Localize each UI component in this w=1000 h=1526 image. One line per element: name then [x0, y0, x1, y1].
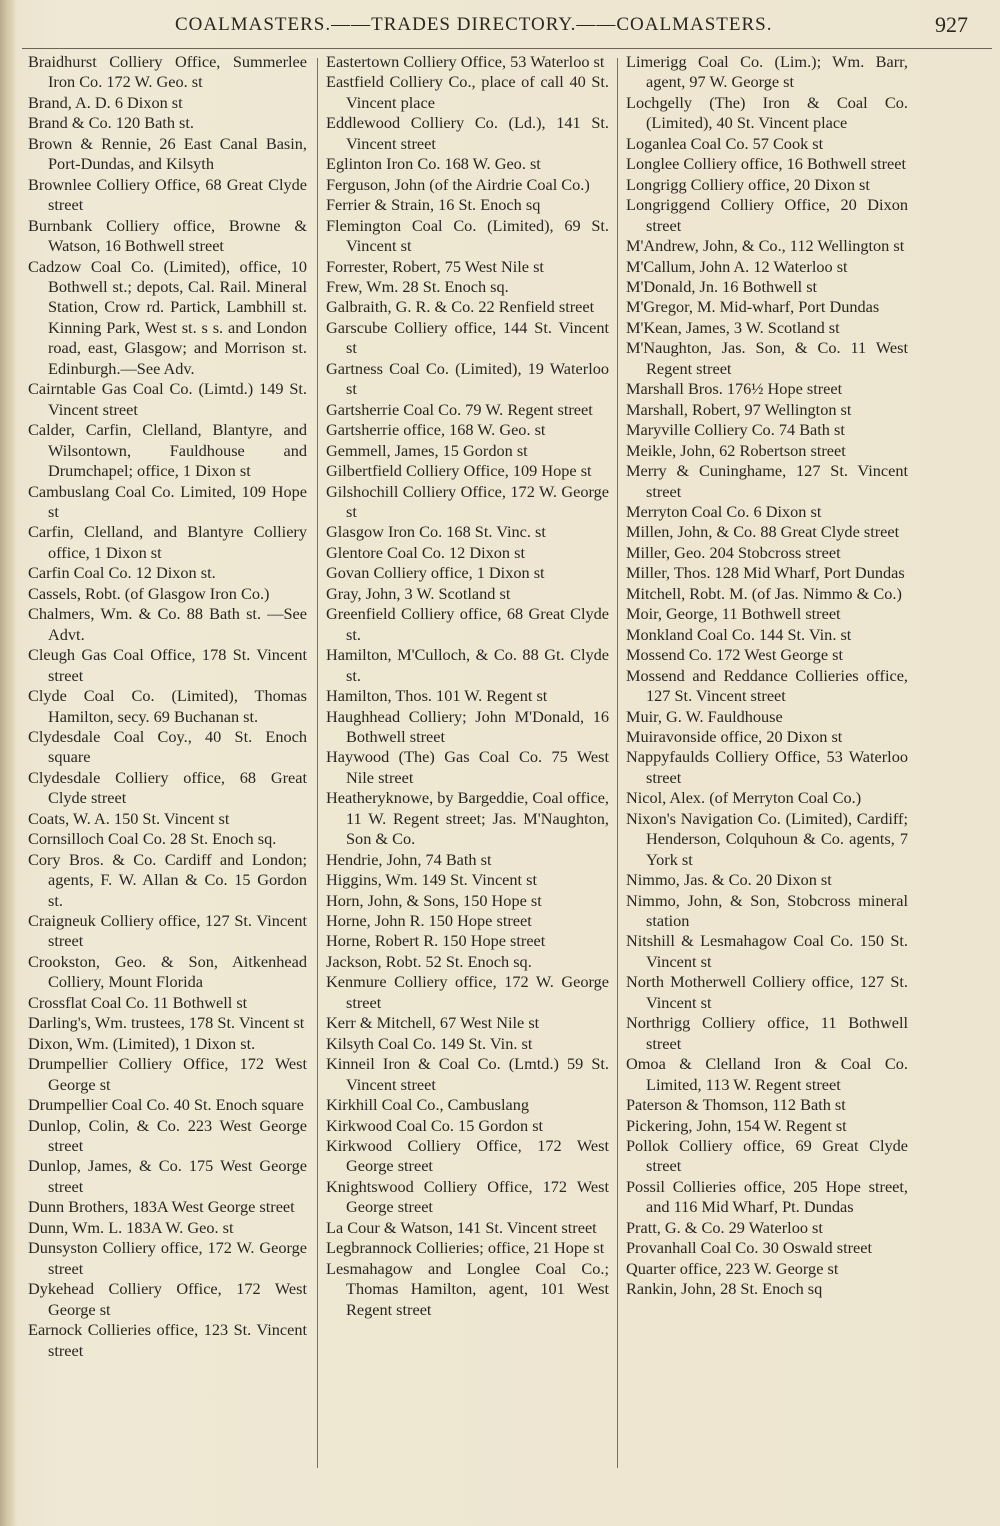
- directory-entry: Legbrannock Collieries; office, 21 Hope st: [326, 1238, 605, 1258]
- directory-entry: Marshall, Robert, 97 Wellington st: [626, 399, 852, 419]
- directory-entry: Miller, Geo. 204 Stobcross street: [626, 542, 841, 562]
- directory-entry: Kirkwood Coal Co. 15 Gordon st: [326, 1115, 544, 1135]
- running-title: COALMASTERS.——TRADES DIRECTORY.——COALMASTERS.: [175, 14, 773, 35]
- directory-entry: Cassels, Robt. (of Glasgow Iron Co.): [28, 583, 270, 603]
- directory-entry: Paterson & Thomson, 112 Bath st: [626, 1095, 846, 1115]
- directory-entry: Omoa & Clelland Iron & Coal Co. Limited, 113 W. Regent street: [626, 1054, 908, 1094]
- directory-entry: Pollok Colliery office, 69 Great Clyde street: [626, 1136, 908, 1176]
- directory-entry: Nixon's Navigation Co. (Limited), Cardiff; Henderson, Colquhoun & Co. agents, 7 York st: [626, 808, 908, 869]
- directory-entry: Drumpellier Coal Co. 40 St. Enoch square: [28, 1095, 304, 1115]
- directory-entry: Crookston, Geo. & Son, Aitkenhead Colliery, Mount Florida: [28, 951, 307, 992]
- directory-entry: Jackson, Robt. 52 St. Enoch sq.: [326, 951, 532, 971]
- directory-entry: Haughhead Colliery; John M'Donald, 16 Bothwell street: [326, 706, 609, 746]
- directory-entry: Frew, Wm. 28 St. Enoch sq.: [326, 276, 509, 296]
- directory-entry: La Cour & Watson, 141 St. Vincent street: [326, 1217, 597, 1237]
- directory-entry: Moir, George, 11 Bothwell street: [626, 604, 841, 624]
- directory-entry: Horn, John, & Sons, 150 Hope st: [326, 890, 542, 910]
- directory-entry: Dixon, Wm. (Limited), 1 Dixon st.: [28, 1033, 256, 1053]
- directory-entry: Gartsherrie Coal Co. 79 W. Regent street: [326, 399, 593, 419]
- directory-entry: Merry & Cuninghame, 127 St. Vincent street: [626, 461, 908, 501]
- directory-entry: Cambuslang Coal Co. Limited, 109 Hope st: [28, 481, 307, 521]
- directory-entry: Greenfield Colliery office, 68 Great Clyde st.: [326, 604, 609, 644]
- directory-entry: Monkland Coal Co. 144 St. Vin. st: [626, 624, 852, 644]
- directory-entry: Merryton Coal Co. 6 Dixon st: [626, 501, 822, 521]
- directory-entry: Possil Collieries office, 205 Hope street, and 116 Mid Wharf, Pt. Dundas: [626, 1176, 908, 1217]
- directory-entry: Burnbank Colliery office, Browne & Watson, 16 Bothwell street: [28, 215, 307, 256]
- directory-entry: Brand & Co. 120 Bath st.: [28, 113, 194, 133]
- directory-entry: Haywood (The) Gas Coal Co. 75 West Nile street: [326, 747, 609, 787]
- directory-entry: M'Donald, Jn. 16 Bothwell st: [626, 276, 818, 296]
- directory-entry: Higgins, Wm. 149 St. Vincent st: [326, 870, 537, 890]
- directory-entry: Ferrier & Strain, 16 St. Enoch sq: [326, 195, 541, 215]
- directory-entry: Kinneil Iron & Coal Co. (Lmtd.) 59 St. Vincent street: [326, 1054, 609, 1094]
- directory-entry: Pickering, John, 154 W. Regent st: [626, 1115, 847, 1135]
- header-rule: [22, 48, 992, 49]
- directory-entry: Coats, W. A. 150 St. Vincent st: [28, 808, 230, 828]
- directory-entry: Heatheryknowe, by Bargeddie, Coal office, 11 W. Regent street; Jas. M'Naughton, Son & Co.: [326, 788, 609, 849]
- directory-entry: Limerigg Coal Co. (Lim.); Wm. Barr, agent, 97 W. George st: [626, 52, 908, 92]
- directory-column-1: [28, 52, 307, 1361]
- directory-entry: Earnock Collieries office, 123 St. Vincent street: [28, 1320, 307, 1360]
- directory-entry: Loganlea Coal Co. 57 Cook st: [626, 133, 824, 153]
- directory-entry: Ferguson, John (of the Airdrie Coal Co.): [326, 174, 590, 194]
- directory-entry: Cairntable Gas Coal Co. (Limtd.) 149 St. Vincent street: [28, 379, 307, 419]
- page-header: [20, 6, 980, 44]
- directory-entry: Eastertown Colliery Office, 53 Waterloo st: [326, 52, 605, 71]
- directory-entry: Muir, G. W. Fauldhouse: [626, 706, 783, 726]
- directory-entry: Lochgelly (The) Iron & Coal Co. (Limited), 40 St. Vincent place: [626, 92, 908, 133]
- directory-entry: Muiravonside office, 20 Dixon st: [626, 726, 843, 746]
- directory-entry: Calder, Carfin, Clelland, Blantyre, and Wilsontown, Fauldhouse and Drumchapel; office, 1 Dixon st: [28, 420, 307, 481]
- directory-entry: M'Callum, John A. 12 Waterloo st: [626, 256, 848, 276]
- directory-entry: M'Naughton, Jas. Son, & Co. 11 West Regent street: [626, 338, 908, 378]
- directory-entry: M'Andrew, John, & Co., 112 Wellington st: [626, 236, 905, 256]
- directory-entry: Nitshill & Lesmahagow Coal Co. 150 St. Vincent st: [626, 931, 908, 971]
- directory-entry: Meikle, John, 62 Robertson street: [626, 440, 846, 460]
- directory-entry: Glasgow Iron Co. 168 St. Vinc. st: [326, 522, 546, 542]
- directory-entry: North Motherwell Colliery office, 127 St. Vincent st: [626, 972, 908, 1012]
- directory-entry: Crossflat Coal Co. 11 Bothwell st: [28, 992, 248, 1012]
- directory-entry: Clydesdale Colliery office, 68 Great Clyde street: [28, 767, 307, 808]
- directory-entry: Chalmers, Wm. & Co. 88 Bath st. —See Advt.: [28, 604, 307, 644]
- directory-entry: Flemington Coal Co. (Limited), 69 St. Vincent st: [326, 215, 609, 256]
- directory-entry: M'Kean, James, 3 W. Scotland st: [626, 317, 840, 337]
- directory-entry: Gray, John, 3 W. Scotland st: [326, 583, 511, 603]
- directory-entry: Miller, Thos. 128 Mid Wharf, Port Dundas: [626, 563, 905, 583]
- directory-entry: Marshall Bros. 176½ Hope street: [626, 379, 843, 399]
- directory-entry: Craigneuk Colliery office, 127 St. Vincent street: [28, 911, 307, 951]
- directory-entry: Mossend and Reddance Collieries office, 127 St. Vincent street: [626, 665, 908, 706]
- directory-entry: Glentore Coal Co. 12 Dixon st: [326, 542, 525, 562]
- directory-entry: Cleugh Gas Coal Office, 178 St. Vincent street: [28, 645, 307, 685]
- directory-column-3: [626, 52, 908, 1300]
- directory-entry: Longlee Colliery office, 16 Bothwell street: [626, 154, 907, 174]
- directory-entry: Galbraith, G. R. & Co. 22 Renfield street: [326, 297, 595, 317]
- directory-entry: Hamilton, Thos. 101 W. Regent st: [326, 686, 548, 706]
- directory-entry: Mossend Co. 172 West George st: [626, 645, 843, 665]
- directory-entry: Govan Colliery office, 1 Dixon st: [326, 563, 545, 583]
- directory-entry: Horne, Robert R. 150 Hope street: [326, 931, 546, 951]
- directory-entry: Dunsyston Colliery office, 172 W. George street: [28, 1238, 307, 1278]
- directory-entry: Cornsilloch Coal Co. 28 St. Enoch sq.: [28, 829, 277, 849]
- directory-entry: Kirkwood Colliery Office, 172 West George street: [326, 1136, 609, 1176]
- directory-entry: Brown & Rennie, 26 East Canal Basin, Port-Dundas, and Kilsyth: [28, 133, 307, 174]
- directory-entry: Rankin, John, 28 St. Enoch sq: [626, 1279, 823, 1299]
- directory-entry: Longriggend Colliery Office, 20 Dixon street: [626, 195, 908, 235]
- directory-entry: Nicol, Alex. (of Merryton Coal Co.): [626, 788, 862, 808]
- column-divider: [617, 58, 618, 1468]
- directory-entry: Nimmo, Jas. & Co. 20 Dixon st: [626, 870, 832, 890]
- column-divider: [317, 58, 318, 1468]
- directory-entry: Drumpellier Colliery Office, 172 West George st: [28, 1054, 307, 1094]
- directory-entry: Mitchell, Robt. M. (of Jas. Nimmo & Co.): [626, 583, 902, 603]
- directory-entry: Nimmo, John, & Son, Stobcross mineral station: [626, 890, 908, 931]
- directory-entry: Forrester, Robert, 75 West Nile st: [326, 256, 544, 276]
- page-number: 927: [935, 12, 968, 37]
- directory-entry: Pratt, G. & Co. 29 Waterloo st: [626, 1217, 823, 1237]
- directory-entry: Kerr & Mitchell, 67 West Nile st: [326, 1013, 540, 1033]
- directory-entry: Longrigg Colliery office, 20 Dixon st: [626, 174, 870, 194]
- directory-entry: Eastfield Colliery Co., place of call 40 St. Vincent place: [326, 72, 609, 112]
- directory-entry: M'Gregor, M. Mid-wharf, Port Dundas: [626, 297, 880, 317]
- directory-entry: Provanhall Coal Co. 30 Oswald street: [626, 1238, 872, 1258]
- directory-entry: Darling's, Wm. trustees, 178 St. Vincent st: [28, 1013, 305, 1033]
- directory-entry: Cadzow Coal Co. (Limited), office, 10 Bothwell st.; depots, Cal. Rail. Mineral Station, Crow rd. Partick, Lambhill st. Kinning Park, West st. s s. and London road, east, Glasgow; and Morrison st. Edinburgh.—See Adv.: [28, 256, 307, 378]
- directory-column-2: [326, 52, 609, 1320]
- directory-entry: Dunlop, Colin, & Co. 223 West George street: [28, 1115, 307, 1156]
- directory-entry: Braidhurst Colliery Office, Summerlee Iron Co. 172 W. Geo. st: [28, 52, 307, 92]
- directory-entry: Lesmahagow and Longlee Coal Co.; Thomas Hamilton, agent, 101 West Regent street: [326, 1258, 609, 1319]
- directory-entry: Gartness Coal Co. (Limited), 19 Waterloo st: [326, 358, 609, 399]
- directory-entry: Dunn Brothers, 183A West George street: [28, 1197, 295, 1217]
- directory-entry: Millen, John, & Co. 88 Great Clyde street: [626, 522, 900, 542]
- directory-entry: Kilsyth Coal Co. 149 St. Vin. st: [326, 1033, 533, 1053]
- directory-entry: Brand, A. D. 6 Dixon st: [28, 92, 183, 112]
- directory-entry: Gemmell, James, 15 Gordon st: [326, 440, 528, 460]
- directory-entry: Gilbertfield Colliery Office, 109 Hope st: [326, 461, 592, 481]
- directory-entry: Hendrie, John, 74 Bath st: [326, 849, 492, 869]
- directory-entry: Horne, John R. 150 Hope street: [326, 911, 532, 931]
- directory-entry: Northrigg Colliery office, 11 Bothwell street: [626, 1013, 908, 1053]
- directory-entry: Carfin Coal Co. 12 Dixon st.: [28, 563, 216, 583]
- directory-entry: Eglinton Iron Co. 168 W. Geo. st: [326, 154, 541, 174]
- directory-entry: Cory Bros. & Co. Cardiff and London; agents, F. W. Allan & Co. 15 Gordon st.: [28, 849, 307, 910]
- directory-entry: Gartsherrie office, 168 W. Geo. st: [326, 420, 546, 440]
- directory-entry: Dunlop, James, & Co. 175 West George street: [28, 1156, 307, 1196]
- binding-gutter: [0, 0, 16, 1526]
- directory-entry: Carfin, Clelland, and Blantyre Colliery office, 1 Dixon st: [28, 522, 307, 562]
- directory-entry: Dunn, Wm. L. 183A W. Geo. st: [28, 1217, 234, 1237]
- directory-entry: Knightswood Colliery Office, 172 West George street: [326, 1176, 609, 1217]
- directory-entry: Eddlewood Colliery Co. (Ld.), 141 St. Vincent street: [326, 113, 609, 153]
- directory-entry: Hamilton, M'Culloch, & Co. 88 Gt. Clyde st.: [326, 645, 609, 685]
- directory-entry: Maryville Colliery Co. 74 Bath st: [626, 420, 845, 440]
- directory-entry: Gilshochill Colliery Office, 172 W. George st: [326, 481, 609, 521]
- directory-entry: Garscube Colliery office, 144 St. Vincent st: [326, 317, 609, 358]
- directory-entry: Kirkhill Coal Co., Cambuslang: [326, 1095, 530, 1115]
- directory-entry: Brownlee Colliery Office, 68 Great Clyde street: [28, 174, 307, 215]
- directory-entry: Kenmure Colliery office, 172 W. George street: [326, 972, 609, 1012]
- directory-entry: Dykehead Colliery Office, 172 West George st: [28, 1279, 307, 1319]
- directory-entry: Nappyfaulds Colliery Office, 53 Waterloo street: [626, 747, 908, 787]
- directory-entry: Quarter office, 223 W. George st: [626, 1258, 839, 1278]
- directory-entry: Clyde Coal Co. (Limited), Thomas Hamilton, secy. 69 Buchanan st.: [28, 686, 307, 726]
- directory-entry: Clydesdale Coal Coy., 40 St. Enoch square: [28, 726, 307, 767]
